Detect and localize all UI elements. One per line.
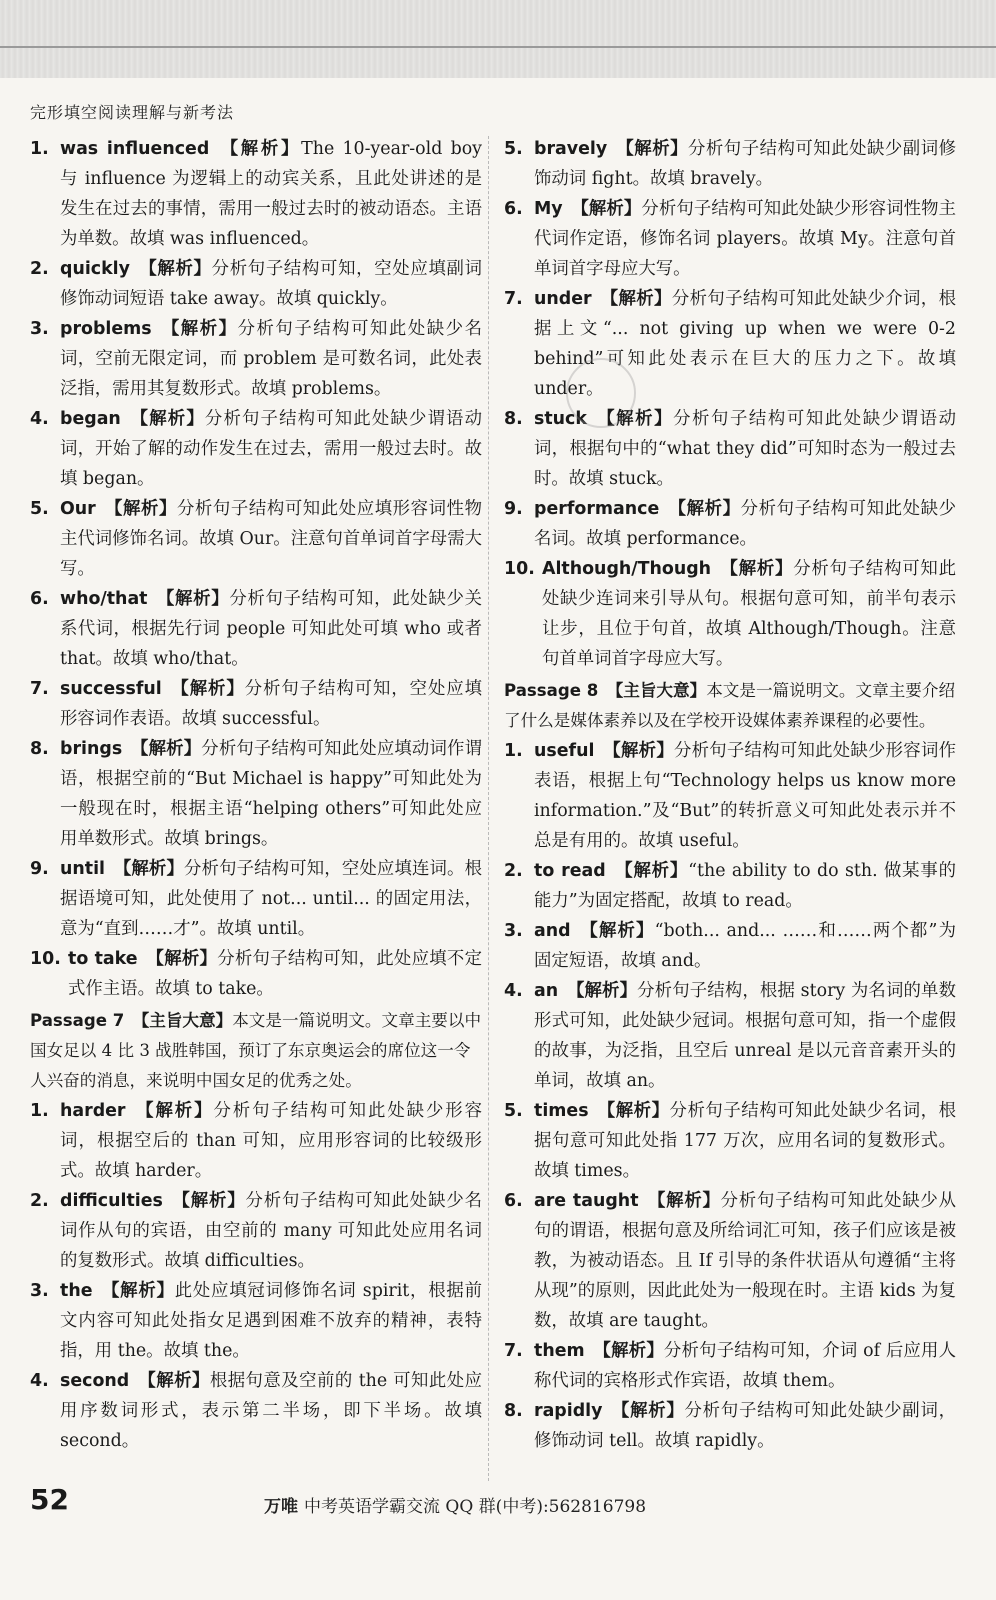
answer-item [504, 194, 956, 284]
item-explanation: 分析句子结构可知此处应填动词作谓语，根据空前的“But Michael is happy”可知此处为一般现在时，根据主语“helping others”可知此处应用单数形式。故填 brings。 [60, 739, 482, 849]
answer-item [30, 314, 482, 404]
item-explanation: “both... and... ……和……两个都”为固定短语，故填 and。 [534, 921, 956, 971]
item-number: 8. [30, 739, 49, 759]
main-idea-tag: 【主旨大意】 [606, 681, 707, 700]
page-number: 52 [30, 1483, 69, 1516]
analysis-tag: 【解析】 [595, 409, 674, 429]
item-answer: brings [60, 739, 123, 759]
footer-text [264, 1492, 646, 1517]
answer-item [30, 1186, 482, 1276]
analysis-tag: 【解析】 [566, 981, 638, 1001]
item-number: 6. [504, 1191, 523, 1211]
passage-main-idea: 本文是一篇说明文。文章主要介绍了什么是媒体素养以及在学校开设媒体素养课程的必要性。 [504, 681, 956, 730]
analysis-tag: 【解析】 [593, 1341, 664, 1361]
answer-item [30, 1276, 482, 1366]
item-answer: an [534, 981, 559, 1001]
item-body [60, 1366, 482, 1456]
item-body [60, 1096, 482, 1186]
item-answer: under [534, 289, 592, 309]
item-explanation: “the ability to do sth. 做某事的能力”为固定搭配，故填 to read。 [534, 861, 956, 911]
item-number: 8. [504, 1401, 523, 1421]
item-explanation: 分析句子结构可知此处缺少名词，空前无限定词，而 problem 是可数名词，此处表泛指，需用其复数形式。故填 problems。 [60, 319, 482, 399]
answer-item [504, 1096, 956, 1186]
analysis-tag: 【解析】 [134, 1101, 214, 1121]
analysis-tag: 【解析】 [101, 1281, 175, 1301]
answer-item [30, 674, 482, 734]
item-explanation: 分析句子结构可知此处缺少形容词作表语，根据上句“Technology helps us know more information.”及“But”的转折意义可知此处表示并不总是有用的。故填 useful。 [534, 741, 956, 851]
item-body [60, 314, 482, 404]
analysis-tag: 【解析】 [571, 199, 642, 219]
item-explanation: 分析句子结构可知此处缺少连词来引导从句。根据句意可知，前半句表示让步，且位于句首，故填 Although/Though。注意句首单词首字母应大写。 [542, 559, 956, 669]
answer-item [504, 736, 956, 856]
item-explanation: 分析句子结构可知此处缺少从句的谓语，根据句意及所给词汇可知，孩子们应该是被教，为被动语态。且 If 引导的条件状语从句遵循“主将从现”的原则，因此此处为一般现在时。主语 kids 为复数，故填 are taught。 [534, 1191, 956, 1331]
answer-item [504, 976, 956, 1096]
item-explanation: 分析句子结构可知此处缺少谓语动词，根据句中的“what they did”可知时态为一般过去时。故填 stuck。 [534, 409, 956, 489]
item-answer: My [534, 199, 563, 219]
item-body [534, 1096, 956, 1186]
item-answer: the [60, 1281, 93, 1301]
column-divider [488, 136, 489, 1481]
item-answer: was influenced [60, 139, 210, 159]
item-body [534, 1186, 956, 1336]
item-answer: difficulties [60, 1191, 163, 1211]
item-body [60, 674, 482, 734]
item-body [60, 584, 482, 674]
item-explanation: 分析句子结构可知此处缺少副词修饰动词 fight。故填 bravely。 [534, 139, 956, 189]
main-idea-tag: 【主旨大意】 [132, 1011, 233, 1030]
item-number: 7. [504, 1341, 523, 1361]
item-number: 7. [30, 679, 49, 699]
analysis-tag: 【解析】 [217, 139, 302, 159]
analysis-tag: 【解析】 [603, 741, 674, 761]
item-body [534, 976, 956, 1096]
item-explanation: 分析句子结构，根据 story 为名词的单数形式可知，此处缺少冠词。根据句意可知，指一个虚假的故事，为泛指，且空后 unreal 是以元音音素开头的单词，故填 an。 [534, 981, 956, 1091]
analysis-tag: 【解析】 [146, 949, 218, 969]
item-explanation: 分析句子结构可知，空处应填连词。根据语境可知，此处使用了 not... until... 的固定用法，意为“直到……才”。故填 until。 [60, 859, 482, 939]
item-explanation: 根据句意及空前的 the 可知此处应用序数词形式，表示第二半场，即下半场。故填 second。 [60, 1371, 482, 1451]
passage-title: Passage 8 [504, 681, 599, 700]
item-body [534, 494, 956, 554]
item-number: 3. [30, 319, 49, 339]
analysis-tag: 【解析】 [156, 589, 230, 609]
answer-item [504, 1396, 956, 1456]
item-number: 2. [504, 861, 523, 881]
answer-item [504, 494, 956, 554]
item-explanation: 分析句子结构可知此处缺少副词，修饰动词 tell。故填 rapidly。 [534, 1401, 956, 1451]
item-body [534, 856, 956, 916]
item-number: 4. [504, 981, 523, 1001]
item-explanation: 分析句子结构可知此处缺少形容词性物主代词作定语，修饰名词 players。故填 My。注意句首单词首字母应大写。 [534, 199, 956, 279]
answer-item [30, 854, 482, 944]
item-answer: times [534, 1101, 589, 1121]
passage-main-idea: 本文是一篇说明文。文章主要以中国女足以 4 比 3 战胜韩国，预订了东京奥运会的席位这一令人兴奋的消息，来说明中国女足的优秀之处。 [30, 1011, 482, 1090]
item-explanation: 分析句子结构可知，此处缺少关系代词，根据先行词 people 可知此处可填 who 或者 that。故填 who/that。 [60, 589, 482, 669]
item-answer: rapidly [534, 1401, 603, 1421]
answer-item [504, 1336, 956, 1396]
item-answer: second [60, 1371, 130, 1391]
answer-item [30, 254, 482, 314]
item-number: 9. [504, 499, 523, 519]
item-number: 10. [504, 559, 535, 579]
section-title: 完形填空阅读理解与新考法 [30, 103, 235, 122]
analysis-tag: 【解析】 [597, 1101, 670, 1121]
item-body [60, 854, 482, 944]
item-number: 5. [504, 1101, 523, 1121]
item-answer: bravely [534, 139, 608, 159]
item-answer: harder [60, 1101, 126, 1121]
watermark-stamp [566, 358, 636, 428]
item-body [60, 1186, 482, 1276]
item-explanation: 此处应填冠词修饰名词 spirit，根据前文内容可知此处指女足遇到困难不放弃的精神，表特指，用 the。故填 the。 [60, 1281, 482, 1361]
analysis-tag: 【解析】 [113, 859, 184, 879]
passage-title: Passage 7 [30, 1011, 125, 1030]
analysis-tag: 【解析】 [160, 319, 238, 339]
item-number: 7. [504, 289, 523, 309]
answer-item [504, 856, 956, 916]
item-answer: who/that [60, 589, 148, 609]
answer-item [30, 1366, 482, 1456]
item-explanation: 分析句子结构可知此处缺少名词作从句的宾语，由空前的 many 可知此处应用名词的复数形式。故填 difficulties。 [60, 1191, 482, 1271]
answer-item [30, 494, 482, 584]
answer-item [504, 554, 956, 674]
item-number: 4. [30, 1371, 49, 1391]
item-body [534, 1336, 956, 1396]
footer-qq-group: 中考英语学霸交流 QQ 群(中考):562816798 [304, 1497, 647, 1517]
analysis-tag: 【解析】 [130, 739, 202, 759]
item-answer: to read [534, 861, 606, 881]
item-answer: and [534, 921, 571, 941]
item-number: 1. [30, 139, 49, 159]
item-number: 5. [504, 139, 523, 159]
item-body [60, 494, 482, 584]
analysis-tag: 【解析】 [667, 499, 741, 519]
item-number: 2. [30, 1191, 49, 1211]
item-number: 1. [504, 741, 523, 761]
analysis-tag: 【解析】 [137, 1371, 210, 1391]
answer-item [504, 404, 956, 494]
item-explanation: 分析句子结构可知此处缺少形容词，根据空后的 than 可知，应用形容词的比较级形式。故填 harder。 [60, 1101, 482, 1181]
answer-item [30, 734, 482, 854]
item-number: 5. [30, 499, 49, 519]
analysis-tag: 【解析】 [611, 1401, 685, 1421]
answer-item [30, 944, 482, 1004]
item-number: 1. [30, 1101, 49, 1121]
item-body [542, 554, 956, 674]
item-body [60, 1276, 482, 1366]
item-body [534, 1396, 956, 1456]
item-number: 3. [30, 1281, 49, 1301]
analysis-tag: 【解析】 [647, 1191, 721, 1211]
item-explanation: 分析句子结构可知此处应填形容词性物主代词修饰名词。故填 Our。注意句首单词首字母需大写。 [60, 499, 482, 579]
answer-item [504, 916, 956, 976]
item-body [534, 736, 956, 856]
item-answer: began [60, 409, 121, 429]
item-number: 3. [504, 921, 523, 941]
item-explanation: The 10-year-old boy 与 influence 为逻辑上的动宾关系，且此处讲述的是发生在过去的事情，需用一般过去时的被动语态。主语为单数。故填 was influenced。 [60, 139, 482, 249]
answer-item [30, 584, 482, 674]
left-column [30, 134, 482, 1456]
right-column [504, 134, 956, 1456]
item-answer: are taught [534, 1191, 639, 1211]
item-body [534, 134, 956, 194]
answer-item [504, 1186, 956, 1336]
analysis-tag: 【解析】 [129, 409, 205, 429]
item-number: 6. [30, 589, 49, 609]
passage-summary [504, 676, 956, 736]
analysis-tag: 【解析】 [579, 921, 655, 941]
item-explanation: 分析句子结构可知，介词 of 后应用人称代词的宾格形式作宾语，故填 them。 [534, 1341, 956, 1391]
item-explanation: 分析句子结构可知，此处应填不定式作主语。故填 to take。 [68, 949, 482, 999]
item-explanation: 分析句子结构可知此处缺少介词，根据上文“... not giving up when we were 0-2 behind”可知此处表示在巨大的压力之下。故填 under。 [534, 289, 956, 399]
item-body [68, 944, 482, 1004]
item-number: 4. [30, 409, 49, 429]
analysis-tag: 【解析】 [138, 259, 212, 279]
item-body [60, 254, 482, 314]
analysis-tag: 【解析】 [171, 1191, 246, 1211]
answer-item [30, 404, 482, 494]
answer-item [30, 1096, 482, 1186]
item-answer: stuck [534, 409, 587, 429]
item-number: 6. [504, 199, 523, 219]
passage-summary [30, 1006, 482, 1096]
item-answer: successful [60, 679, 162, 699]
analysis-tag: 【解析】 [170, 679, 245, 699]
item-explanation: 分析句子结构可知此处缺少谓语动词，开始了解的动作发生在过去，需用一般过去时。故填 began。 [60, 409, 482, 489]
analysis-tag: 【解析】 [719, 559, 794, 579]
item-number: 8. [504, 409, 523, 429]
analysis-tag: 【解析】 [600, 289, 672, 309]
item-answer: Our [60, 499, 96, 519]
item-number: 9. [30, 859, 49, 879]
item-answer: performance [534, 499, 660, 519]
item-answer: problems [60, 319, 152, 339]
analysis-tag: 【解析】 [104, 499, 177, 519]
item-number: 2. [30, 259, 49, 279]
top-banner [0, 0, 996, 78]
analysis-tag: 【解析】 [615, 139, 689, 159]
item-answer: to take [68, 949, 138, 969]
item-answer: them [534, 1341, 585, 1361]
item-body [60, 734, 482, 854]
item-explanation: 分析句子结构可知此处缺少名词。故填 performance。 [534, 499, 956, 549]
item-body [534, 194, 956, 284]
answer-item [504, 134, 956, 194]
item-explanation: 分析句子结构可知，空处应填形容词作表语。故填 successful。 [60, 679, 482, 729]
top-rule [0, 46, 996, 48]
item-answer: Although/Though [542, 559, 712, 579]
item-explanation: 分析句子结构可知，空处应填副词修饰动词短语 take away。故填 quickly。 [60, 259, 482, 309]
analysis-tag: 【解析】 [614, 861, 689, 881]
item-answer: until [60, 859, 105, 879]
item-explanation: 分析句子结构可知此处缺少名词，根据句意可知此处指 177 万次，应用名词的复数形式。故填 times。 [534, 1101, 956, 1181]
item-answer: quickly [60, 259, 130, 279]
item-body [60, 404, 482, 494]
footer-brand: 万唯 [264, 1497, 298, 1517]
answer-item [30, 134, 482, 254]
item-body [60, 134, 482, 254]
item-number: 10. [30, 949, 61, 969]
item-body [534, 916, 956, 976]
item-answer: useful [534, 741, 595, 761]
